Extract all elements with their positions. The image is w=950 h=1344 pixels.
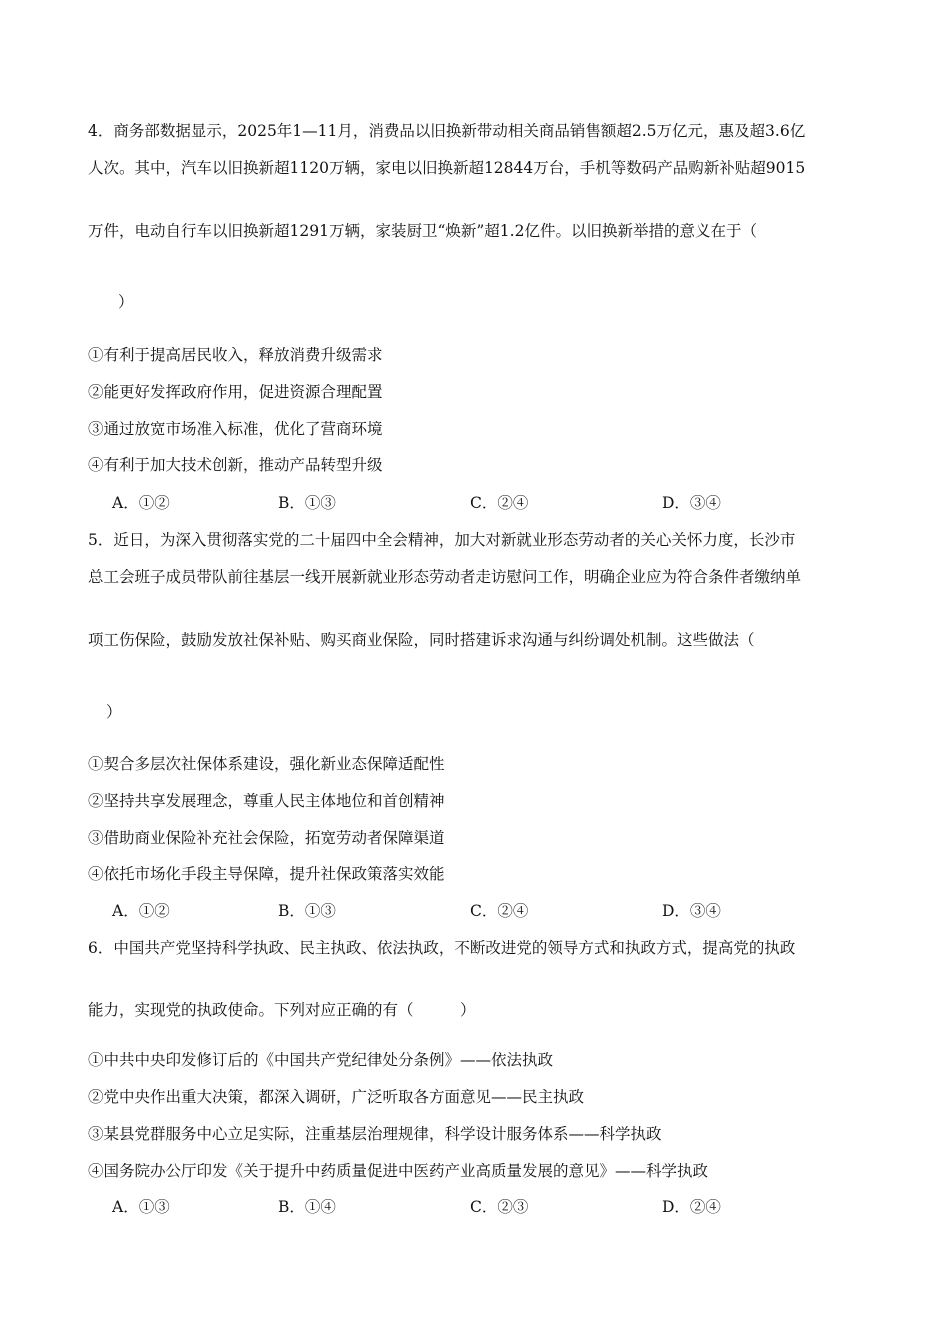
- q6-option-c[interactable]: C．②③: [470, 1198, 529, 1216]
- q5-stem-line-2: 总工会班子成员带队前往基层一线开展新就业形态劳动者走访慰问工作，明确企业应为符合条件者缴纳单: [88, 568, 802, 586]
- q5-stem-line-3: 项工伤保险，鼓励发放社保补贴、购买商业保险，同时搭建诉求沟通与纠纷调处机制。这些做法（: [88, 631, 755, 649]
- q6-statement-3: ③某县党群服务中心立足实际，注重基层治理规律，科学设计服务体系——科学执政: [88, 1125, 662, 1143]
- q4-option-b[interactable]: B．①③: [278, 494, 336, 512]
- q6-statement-1: ①中共中央印发修订后的《中国共产党纪律处分条例》——依法执政: [88, 1051, 554, 1069]
- q4-statement-1: ①有利于提高居民收入，释放消费升级需求: [88, 346, 383, 364]
- q4-statement-3: ③通过放宽市场准入标准，优化了营商环境: [88, 420, 383, 438]
- q4-stem-line-3: 万件，电动自行车以旧换新超1291万辆，家装厨卫“焕新”超1.2亿件。以旧换新举措的意义在于（: [88, 222, 757, 240]
- q5-option-d[interactable]: D．③④: [662, 902, 721, 920]
- q4-option-c[interactable]: C．②④: [470, 494, 529, 512]
- q5-stem-line-4: ）: [106, 703, 122, 721]
- q4-option-a[interactable]: A．①②: [112, 494, 170, 512]
- q6-option-a[interactable]: A．①③: [112, 1198, 170, 1216]
- q4-stem-line-4: ）: [118, 293, 134, 311]
- q4-statement-2: ②能更好发挥政府作用，促进资源合理配置: [88, 383, 383, 401]
- q5-statement-4: ④依托市场化手段主导保障，提升社保政策落实效能: [88, 865, 445, 883]
- q4-statement-4: ④有利于加大技术创新，推动产品转型升级: [88, 456, 383, 474]
- q6-stem-line-2: 能力，实现党的执政使命。下列对应正确的有（ ）: [88, 1001, 476, 1019]
- q6-option-d[interactable]: D．②④: [662, 1198, 721, 1216]
- q4-stem-line-2: 人次。其中，汽车以旧换新超1120万辆，家电以旧换新超12844万台，手机等数码产品购新补贴超9015: [88, 159, 806, 177]
- q6-statement-4: ④国务院办公厅印发《关于提升中药质量促进中医药产业高质量发展的意见》——科学执政: [88, 1162, 709, 1180]
- q4-stem-line-1: 4．商务部数据显示，2025年1—11月，消费品以旧换新带动相关商品销售额超2.5万亿元，惠及超3.6亿: [88, 122, 806, 140]
- q5-option-c[interactable]: C．②④: [470, 902, 529, 920]
- q6-stem-line-1: 6．中国共产党坚持科学执政、民主执政、依法执政，不断改进党的领导方式和执政方式，提高党的执政: [88, 939, 796, 957]
- q5-option-a[interactable]: A．①②: [112, 902, 170, 920]
- q5-option-b[interactable]: B．①③: [278, 902, 336, 920]
- q4-option-d[interactable]: D．③④: [662, 494, 721, 512]
- q6-statement-2: ②党中央作出重大决策，都深入调研，广泛听取各方面意见——民主执政: [88, 1088, 585, 1106]
- q5-statement-1: ①契合多层次社保体系建设，强化新业态保障适配性: [88, 755, 445, 773]
- q5-statement-3: ③借助商业保险补充社会保险，拓宽劳动者保障渠道: [88, 829, 445, 847]
- q6-option-b[interactable]: B．①④: [278, 1198, 336, 1216]
- q5-statement-2: ②坚持共享发展理念，尊重人民主体地位和首创精神: [88, 792, 445, 810]
- q5-stem-line-1: 5．近日，为深入贯彻落实党的二十届四中全会精神，加大对新就业形态劳动者的关心关怀力度，长沙市: [88, 531, 796, 549]
